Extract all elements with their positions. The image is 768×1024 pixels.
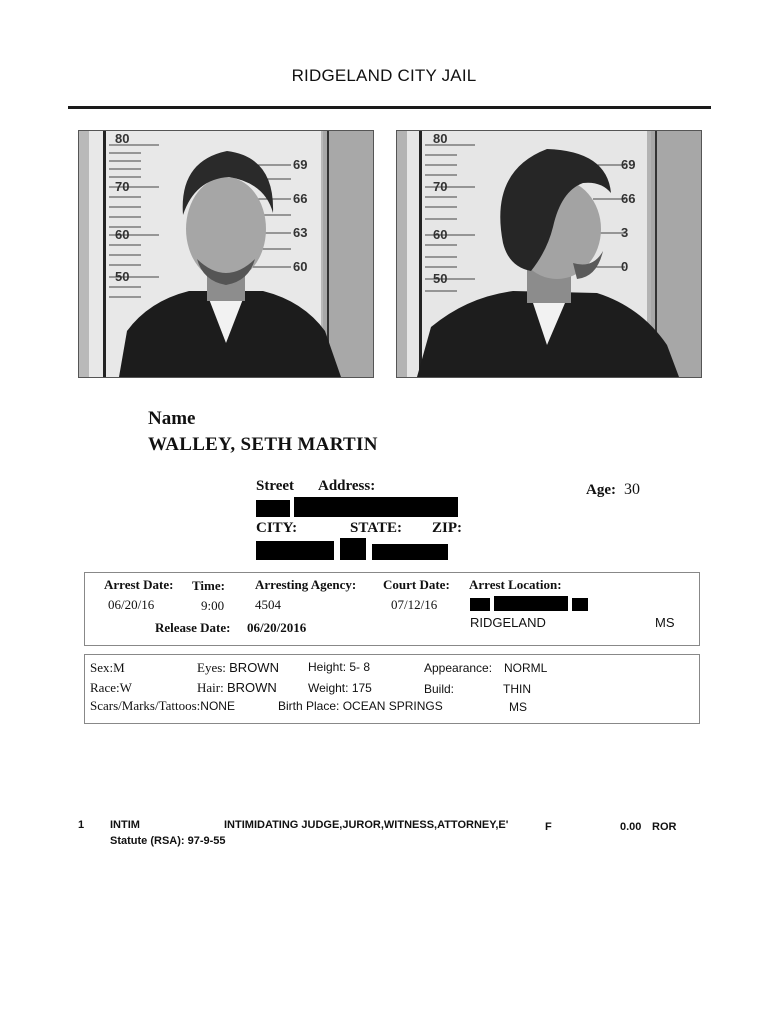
eyes-value: BROWN (229, 660, 279, 675)
charge-code: INTIM (110, 819, 140, 831)
scale-label: 66 (621, 191, 636, 206)
time-label: Time: (192, 578, 225, 593)
scale-label: 80 (115, 131, 130, 146)
scale-label: 70 (433, 179, 448, 194)
sex-field (90, 660, 125, 676)
scars-label: Scars/Marks/Tattoos: (90, 698, 201, 713)
scale-label: 60 (293, 259, 308, 274)
age-value: 30 (624, 481, 640, 498)
height-field (308, 660, 370, 674)
redaction-bar (572, 598, 588, 611)
hair-label: Hair: (197, 680, 224, 695)
redaction-bar (256, 541, 334, 560)
title-divider (68, 106, 711, 109)
charge-disposition: ROR (652, 821, 677, 833)
scale-label: 80 (433, 131, 448, 146)
eyes-field (197, 660, 279, 676)
arresting-agency-value: 4504 (255, 597, 281, 612)
charge-statute: Statute (RSA): 97-9-55 (110, 835, 226, 847)
scale-label: 3 (621, 225, 629, 240)
birthplace-state: MS (509, 700, 527, 714)
time-value: 9:00 (201, 598, 225, 613)
build-value: THIN (503, 682, 531, 696)
redaction-bar (340, 538, 366, 560)
birthplace-value: OCEAN SPRINGS (342, 699, 443, 713)
name-label: Name (148, 408, 196, 429)
arrest-location-city: RIDGELAND (470, 615, 546, 630)
scars-value: NONE (200, 699, 235, 713)
weight-field (308, 681, 372, 695)
birthplace-field (278, 699, 443, 713)
court-date-value: 07/12/16 (391, 597, 438, 612)
scale-label: 69 (293, 157, 308, 172)
scale-label: 50 (115, 269, 130, 284)
scale-label: 66 (293, 191, 308, 206)
person-name: WALLEY, SETH MARTIN (148, 434, 378, 455)
arrest-date-label: Arrest Date: (104, 577, 174, 592)
scale-label: 60 (433, 227, 448, 242)
race-label: Race: (90, 680, 120, 695)
scars-field (90, 698, 235, 714)
weight-value: 175 (351, 681, 372, 695)
redaction-bar (372, 544, 448, 560)
charge-amount: 0.00 (620, 821, 642, 833)
release-date-value: 06/20/2016 (247, 620, 307, 635)
zip-label: ZIP: (432, 520, 462, 536)
redaction-bar (256, 500, 290, 517)
charge-class: F (545, 821, 552, 833)
scale-label: 63 (293, 225, 308, 240)
scale-label: 70 (115, 179, 130, 194)
state-label: STATE: (350, 520, 402, 536)
eyes-label: Eyes: (197, 660, 226, 675)
age-label: Age: (586, 482, 616, 498)
hair-field (197, 680, 277, 696)
height-value: 5- 8 (349, 660, 371, 674)
court-date-label: Court Date: (383, 577, 450, 592)
city-label: CITY: (256, 520, 298, 536)
weight-label: Weight: (308, 681, 349, 695)
birthplace-label: Birth Place: (278, 699, 340, 713)
arrest-location-label: Arrest Location: (469, 577, 562, 592)
sex-label: Sex: (90, 660, 114, 675)
build-label: Build: (424, 682, 455, 696)
charge-number: 1 (78, 819, 85, 831)
arrest-location-state: MS (655, 615, 675, 630)
mugshot-profile-photo (396, 130, 702, 378)
scale-label: 0 (621, 259, 629, 274)
redaction-bar (470, 598, 490, 611)
jail-title: RIDGELAND CITY JAIL (291, 66, 477, 85)
arresting-agency-label: Arresting Agency: (255, 577, 357, 592)
redaction-bar (494, 596, 568, 611)
appearance-value: NORML (504, 661, 548, 675)
race-field (90, 680, 132, 696)
scale-label: 60 (115, 227, 130, 242)
street-label: Street (256, 478, 295, 494)
mugshot-front-photo (78, 130, 374, 378)
redaction-bar (294, 497, 458, 517)
sex-value: M (113, 660, 125, 675)
charge-description: INTIMIDATING JUDGE,JUROR,WITNESS,ATTORNEY,E' (224, 819, 509, 831)
scale-label: 69 (621, 157, 636, 172)
release-date-label: Release Date: (155, 620, 231, 635)
height-label: Height: (308, 660, 347, 674)
scale-label: 50 (433, 271, 448, 286)
arrest-date-value: 06/20/16 (108, 597, 155, 612)
appearance-label: Appearance: (424, 661, 493, 675)
race-value: W (119, 680, 132, 695)
hair-value: BROWN (226, 680, 277, 695)
address-label: Address: (318, 478, 376, 494)
